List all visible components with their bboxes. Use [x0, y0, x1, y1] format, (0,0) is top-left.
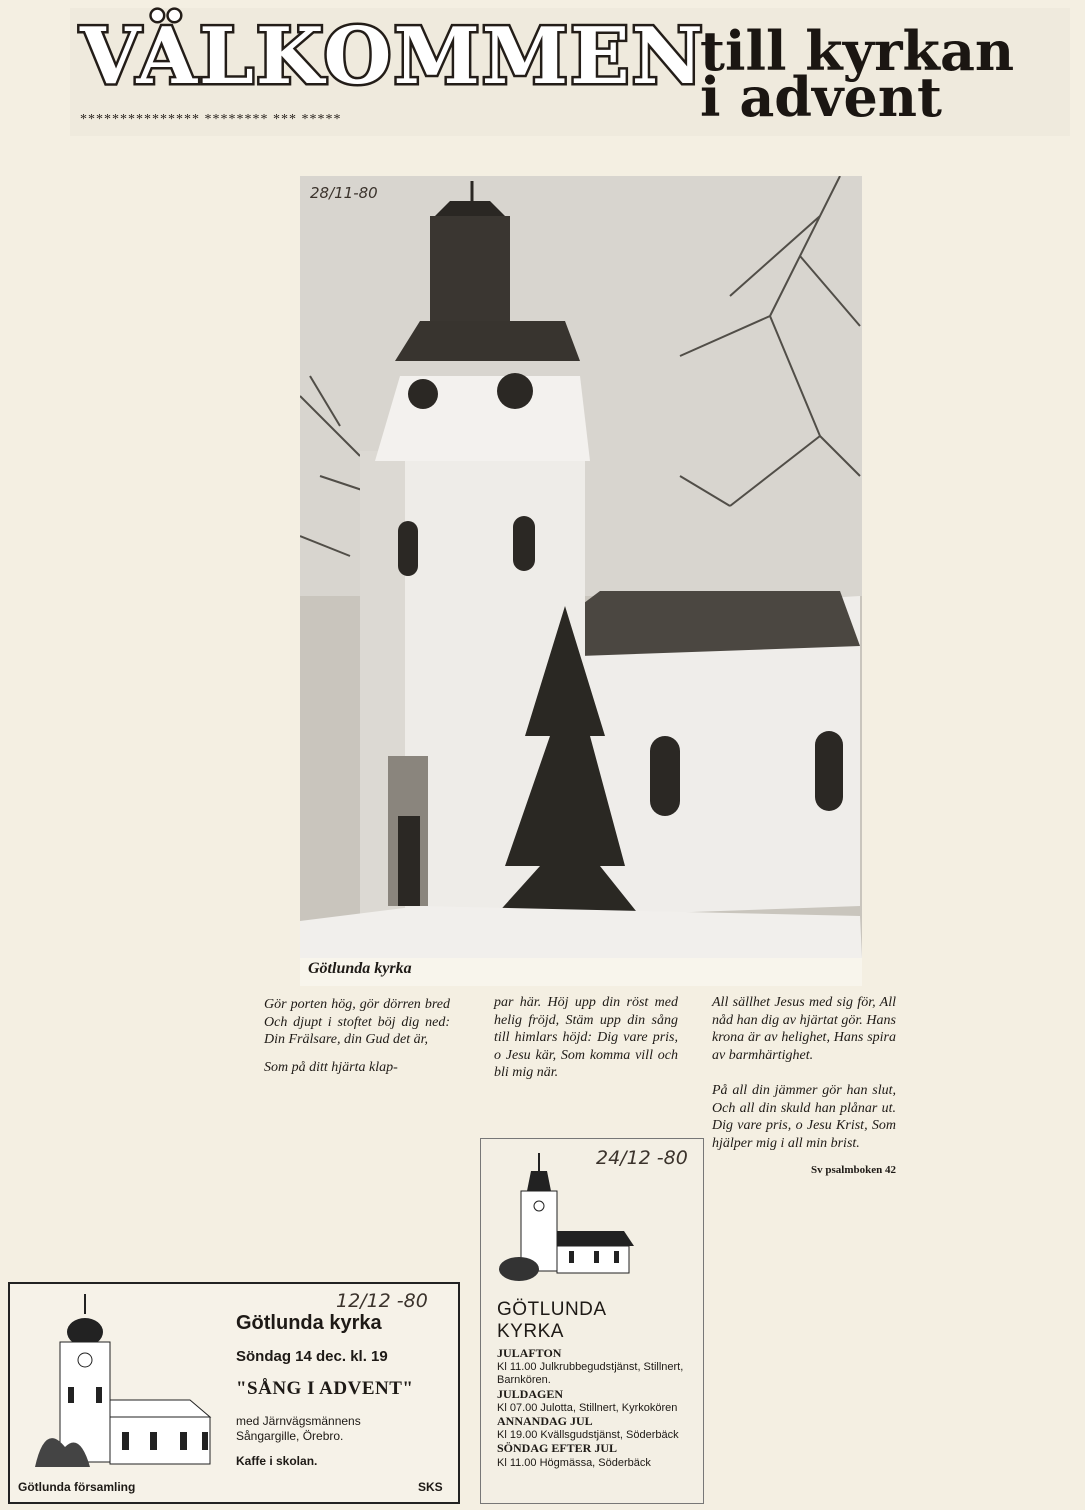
service-text: Kl 07.00 Julotta, Stillnert, Kyrkokören [497, 1401, 678, 1414]
photo-date-note: 28/11-80 [310, 184, 378, 202]
church-photo [300, 176, 862, 958]
ad-church-name-1: GÖTLUNDA [497, 1299, 607, 1320]
ad-church-name-2: KYRKA [497, 1321, 564, 1342]
service-day: JULAFTON [497, 1346, 562, 1360]
poem-stanza: All sällhet Jesus med sig för, All nåd han dig av hjärtat gör. Hans krona är av helighet, Hans spira av barmhärtighet. [712, 995, 896, 1063]
poem-stanza: På all din jämmer gör han slut, Och all din skuld han plånar ut. Dig vare pris, o Jesu Krist, Som hjälper mig i all min brist. [712, 1083, 896, 1151]
ad-coffee: Kaffe i skolan. [236, 1454, 318, 1468]
service-item [497, 1347, 697, 1388]
header-line2: i advent [700, 65, 942, 129]
service-day: ANNANDAG JUL [497, 1414, 593, 1429]
poem-column-3 [712, 994, 896, 1180]
service-item [497, 1388, 697, 1415]
ad-event: "SÅNG I ADVENT" [236, 1378, 414, 1399]
header-subtitle [700, 19, 1015, 129]
poem-column-2 [494, 994, 678, 1092]
church-drawing-icon [499, 1151, 639, 1281]
ad-church-name [497, 1299, 607, 1343]
service-item [497, 1442, 697, 1469]
photo-caption: Götlunda kyrka [308, 960, 412, 977]
service-item [497, 1415, 697, 1442]
service-text: Kl 11.00 Julkrubbegudstjänst, Stillnert, Barnkören. [497, 1361, 684, 1387]
header-welcome: VÄLKOMMEN [80, 11, 705, 102]
ad-parish: Götlunda församling [18, 1480, 136, 1494]
poem-stanza: par här. Höj upp din röst med helig fröjd, Stäm upp din sång till himlars höjd: Dig vare pris, o Jesu kär, Som komma vill och bli mig när. [494, 995, 678, 1080]
header-line1: till kyrkan [700, 19, 1015, 83]
service-list [497, 1347, 697, 1470]
ad-performers: med Järnvägsmännens Sångargille, Örebro. [236, 1414, 361, 1443]
christmas-services-ad [480, 1138, 704, 1504]
service-day: SÖNDAG EFTER JUL [497, 1441, 618, 1456]
ad-date-note: 12/12 -80 [336, 1290, 428, 1312]
poem-source: Sv psalmboken 42 [811, 1164, 896, 1176]
service-day: JULDAGEN [497, 1386, 564, 1401]
service-text: Kl 11.00 Högmässa, Söderbäck [497, 1456, 651, 1469]
ad-title: Götlunda kyrka [236, 1312, 382, 1334]
church-photo-clipping [300, 176, 862, 986]
poem-column-1 [264, 996, 450, 1086]
ad-date-note: 24/12 -80 [596, 1147, 688, 1169]
ad-signature: SKS [418, 1480, 443, 1494]
header-stars: *************** ******** *** ***** [80, 112, 342, 127]
header-banner [70, 8, 1070, 136]
ad-when: Söndag 14 dec. kl. 19 [236, 1348, 388, 1365]
church-drawing-icon [30, 1292, 220, 1472]
poem-stanza: Gör porten hög, gör dörren bred Och djupt i stoftet böj dig ned: Din Frälsare, din Gud det är, [264, 997, 450, 1047]
poem-stanza: Som på ditt hjärta klap- [264, 1059, 398, 1075]
service-text: Kl 19.00 Kvällsgudstjänst, Söderbäck [497, 1429, 679, 1442]
advent-song-ad [8, 1282, 460, 1504]
